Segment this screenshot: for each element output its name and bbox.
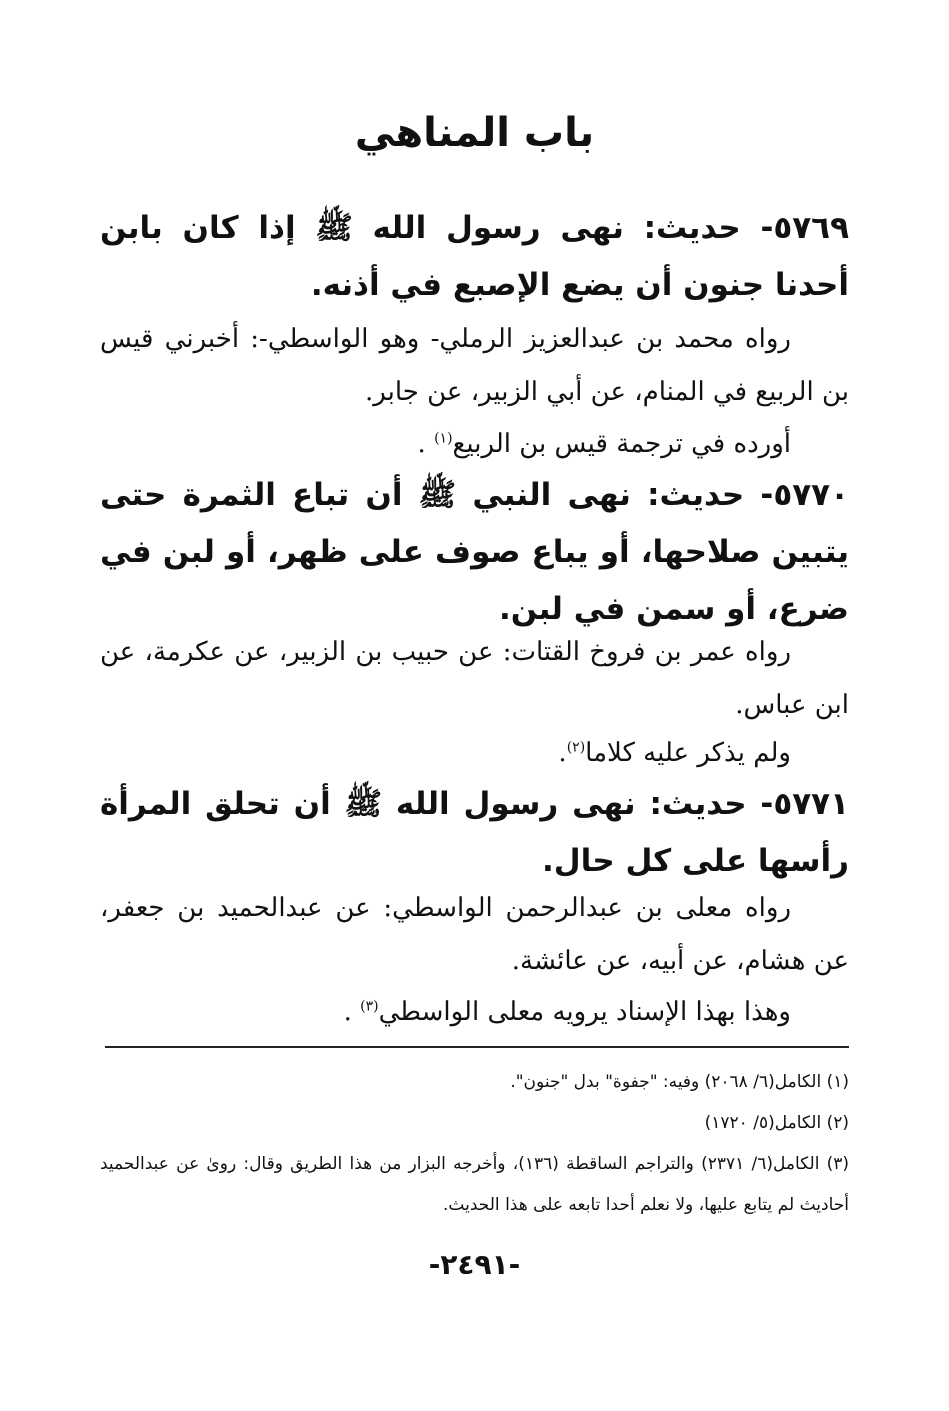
note-end: .: [417, 429, 426, 459]
note-text: [100, 986, 849, 1039]
hadith-text: ٥٧٧١- حديث: نهى رسول الله ﷺ أن تحلق المرأة رأسها على كل حال.: [100, 786, 849, 879]
narration-text: رواه معلى بن عبدالرحمن الواسطي: عن عبدالحميد بن جعفر، عن هشام، عن أبيه، عن عائشة.: [100, 893, 849, 976]
narration-block: [100, 313, 849, 419]
footnote-ref: (٣): [360, 998, 379, 1015]
chapter-title: باب المناهي: [354, 110, 595, 156]
note-text: [100, 418, 849, 471]
narration-block: [100, 626, 849, 732]
note-block: [100, 418, 849, 471]
footnote-divider: [105, 1046, 849, 1048]
narration-text: رواه محمد بن عبدالعزيز الرملي- وهو الواسطي-: أخبرني قيس بن الربيع في المنام، عن أبي الزبير، عن جابر.: [100, 324, 849, 407]
note-end: .: [343, 997, 352, 1027]
note-body: وهذا بهذا الإسناد يرويه معلى الواسطي: [378, 997, 791, 1027]
note-end: .: [558, 738, 567, 768]
footnotes: [100, 1062, 849, 1226]
narration-block: [100, 882, 849, 988]
note-block: [100, 727, 849, 780]
footnote-ref: (٢): [566, 739, 586, 756]
footnote-item: (٣) الكامل(٦/ ٢٣٧١) والتراجم الساقطة (١٣٦)، وأخرجه البزار من هذا الطريق وقال: روىٰ عن عبدالحميد أحاديث لم يتابع عليها، ولا نعلم أحدا تابعه على هذا الحديث.: [100, 1154, 850, 1215]
page-number: -٢٤٩١-: [428, 1248, 521, 1281]
hadith-text: ٥٧٧٠- حديث: نهى النبي ﷺ أن تباع الثمرة حتى يتبين صلاحها، أو يباع صوف على ظهر، أو لبن في ضرع، أو سمن في لبن.: [100, 477, 849, 627]
note-body: أورده في ترجمة قيس بن الربيع: [452, 429, 791, 459]
note-text: [100, 727, 849, 780]
hadith-text: ٥٧٦٩- حديث: نهى رسول الله ﷺ إذا كان بابن أحدنا جنون أن يضع الإصبع في أذنه.: [100, 210, 849, 303]
hadith-entry: [100, 776, 849, 890]
narration-text: رواه عمر بن فروخ القتات: عن حبيب بن الزبير، عن عكرمة، عن ابن عباس.: [100, 637, 849, 720]
note-body: ولم يذكر عليه كلاما: [585, 738, 791, 768]
footnote-item: (٢) الكامل(٥/ ١٧٢٠): [704, 1113, 849, 1133]
footnote-ref: (١): [434, 430, 453, 447]
footnote-item: (١) الكامل(٦/ ٢٠٦٨) وفيه: "جفوة" بدل "جنون".: [510, 1072, 849, 1092]
hadith-entry: [100, 467, 849, 638]
note-block: [100, 986, 849, 1039]
hadith-entry: [100, 200, 849, 314]
